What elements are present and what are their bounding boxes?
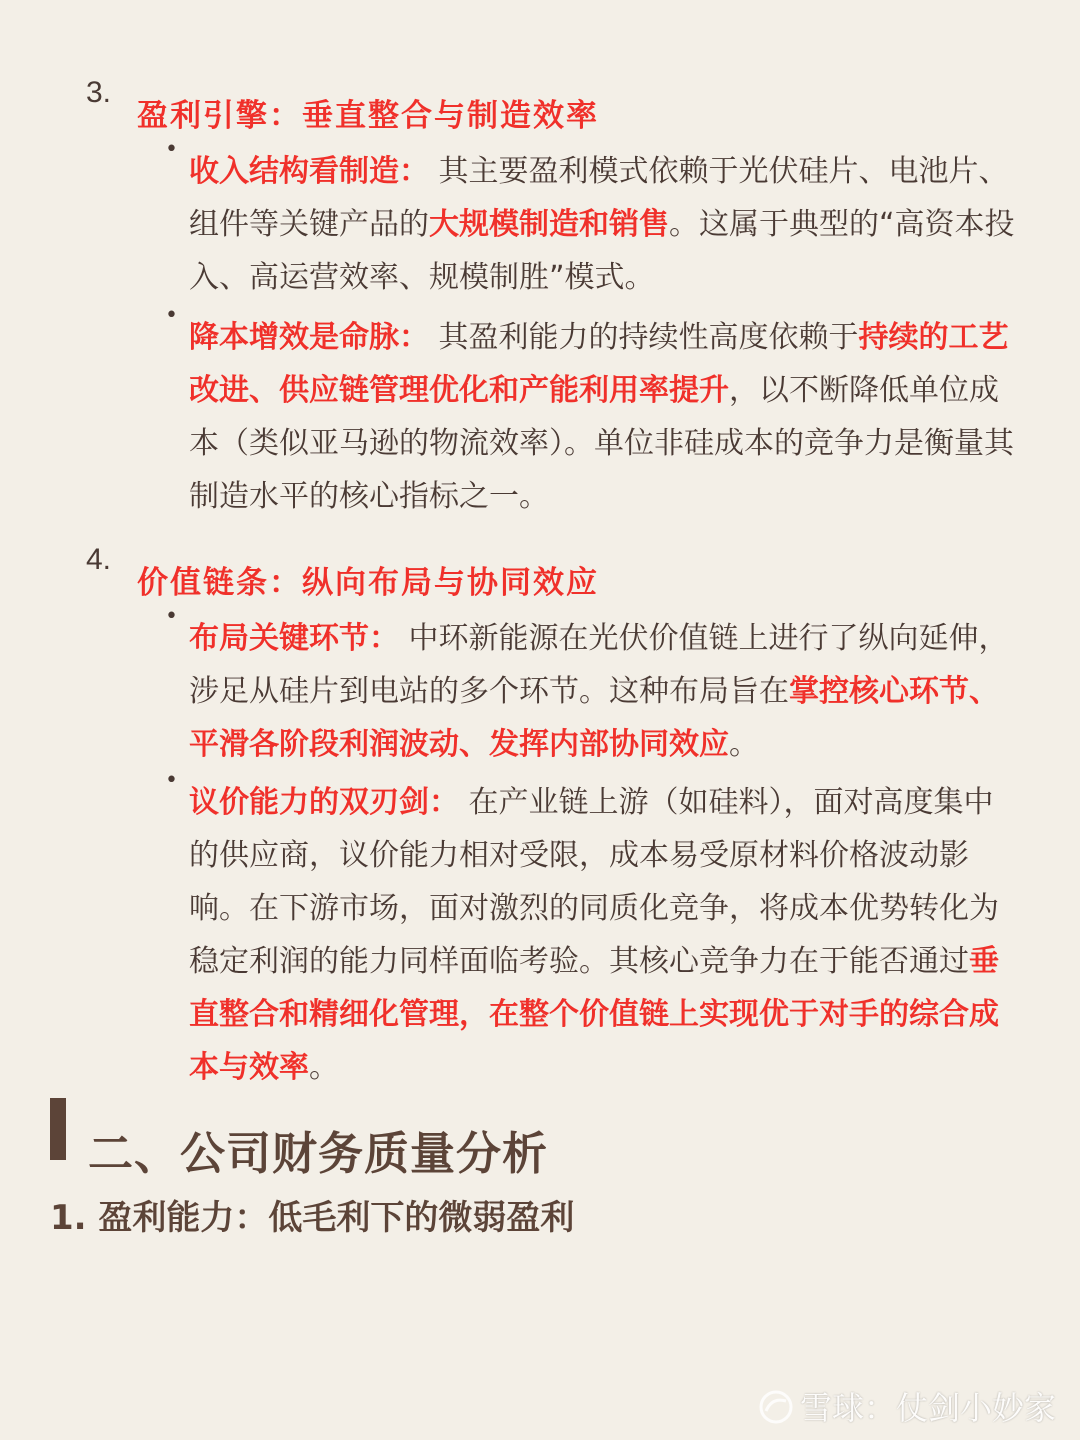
bullet-text: 在产业链上游（如硅料），面对高度集中的供应商，议价能力相对受限，成本易受原材料价格波动影响。在下游市场，面对激烈的同质化竞争，将成本优势转化为稳定利润的能力同样面临考验。其核心竞争力在于能否通过 bbox=[189, 785, 999, 979]
bullet-text: 其盈利能力的持续性高度依赖于 bbox=[429, 320, 859, 355]
bullet-text: ，以不断降低单位成本（类似亚马逊的物流效率）。单位非硅成本的竞争力是衡量其制造水平的核心指标之一。 bbox=[189, 373, 1014, 514]
part-title: 二、公司财务质量分析 bbox=[88, 1127, 549, 1180]
bullet-text: 。 bbox=[729, 727, 759, 762]
watermark bbox=[758, 1383, 1056, 1429]
bullet-dot-icon: • bbox=[165, 137, 178, 162]
bullet-highlight: 掌控核心环节、平滑各阶段利润波动、发挥内部协同效应 bbox=[189, 674, 999, 762]
bullet-text: 。这属于典型的“高资本投入、高运营效率、规模制胜”模式。 bbox=[189, 207, 1015, 295]
bullet-text: 。 bbox=[309, 1050, 339, 1085]
bullet-text: 其主要盈利模式依赖于光伏硅片、电池片、组件等关键产品的 bbox=[189, 154, 1009, 242]
section-heading-4: 价值链条：纵向布局与协同效应 bbox=[137, 565, 599, 601]
bullet-dot-icon: • bbox=[165, 303, 178, 328]
bullet-highlight: 大规模制造和销售 bbox=[429, 207, 669, 242]
bullet-item bbox=[165, 768, 1015, 1094]
bullet-label: 收入结构看制造： bbox=[189, 154, 429, 189]
bullet-highlight: 垂直整合和精细化管理，在整个价值链上实现优于对手的综合成本与效率 bbox=[189, 944, 999, 1085]
bullet-highlight: 持续的工艺改进、供应链管理优化和产能利用率提升 bbox=[189, 320, 1009, 408]
list-number-3: 3. bbox=[86, 76, 112, 109]
bullet-dot-icon: • bbox=[165, 768, 178, 793]
bullet-item bbox=[165, 303, 1015, 523]
bullet-text: 中环新能源在光伏价值链上进行了纵向延伸，涉足从硅片到电站的多个环节。这种布局旨在 bbox=[189, 621, 1009, 709]
bullet-item bbox=[165, 604, 1015, 771]
section-heading-3: 盈利引擎：垂直整合与制造效率 bbox=[137, 98, 599, 134]
watermark-text: 雪球：仗剑小妙家 bbox=[800, 1389, 1057, 1427]
bullet-item bbox=[165, 137, 1015, 304]
bullet-dot-icon: • bbox=[165, 604, 178, 629]
bullet-label: 布局关键环节： bbox=[189, 621, 399, 656]
title-accent-bar bbox=[50, 1098, 66, 1160]
bullet-label: 议价能力的双刃剑： bbox=[189, 785, 459, 820]
list-number-4: 4. bbox=[86, 543, 112, 576]
part-subtitle: 1. 盈利能力：低毛利下的微弱盈利 bbox=[50, 1198, 575, 1238]
bullet-label: 降本增效是命脉： bbox=[189, 320, 429, 355]
snowball-logo-icon bbox=[758, 1389, 794, 1425]
